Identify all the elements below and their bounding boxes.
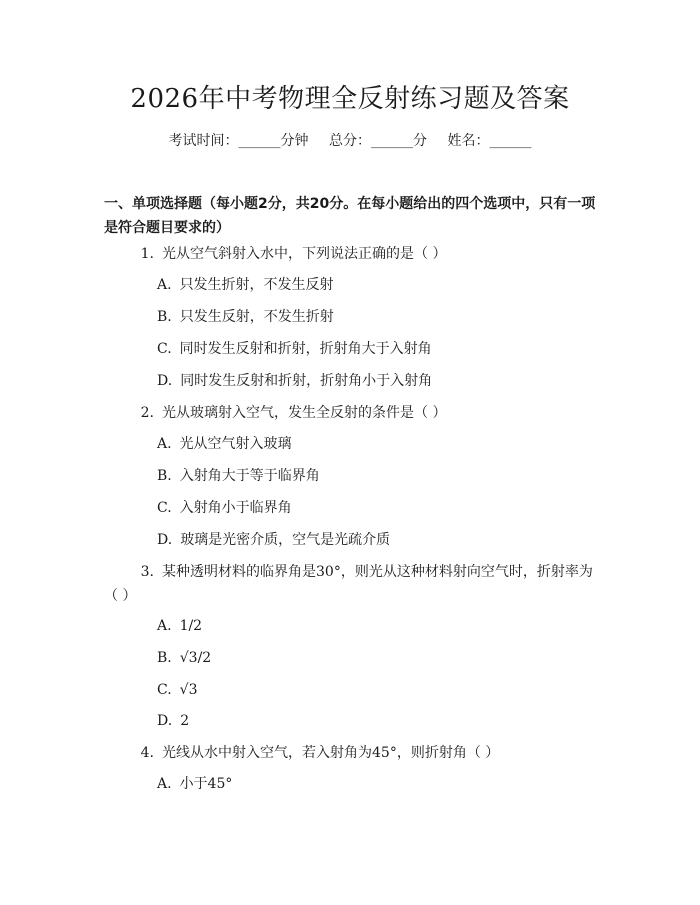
question-3-option-b [157,646,577,670]
exam-info [0,130,700,150]
question-2 [104,401,604,425]
option-label: A. [157,277,172,293]
option-text: √3/2 [179,650,212,666]
question-text: 光线从水中射入空气，若入射角为45°，则折射角（ ） [162,745,500,761]
option-text: 只发生折射，不发生反射 [179,277,334,293]
question-3-option-c [157,678,577,702]
option-label: C. [157,500,172,516]
question-3-option-a [157,614,577,638]
option-label: B. [157,468,172,484]
section-heading: 一、单项选择题（每小题2分，共20分。在每小题给出的四个选项中，只有一项是符合题目要求的） [104,196,596,236]
option-text: 入射角小于临界角 [179,500,292,516]
option-text: √3 [179,682,198,698]
option-label: D. [157,373,173,389]
question-1-option-d [157,369,577,393]
option-label: D. [157,713,173,729]
question-2-option-b [157,464,577,488]
question-text: 光从空气斜射入水中，下列说法正确的是（ ） [162,246,447,262]
exam-total-score: 总分：______分 [329,133,427,149]
option-text: 入射角大于等于临界角 [179,468,320,484]
page-title: 2026年中考物理全反射练习题及答案 [130,84,570,114]
option-label: C. [157,341,172,357]
question-number: 1. [140,246,154,262]
question-1-option-a [157,273,577,297]
question-1 [104,242,604,266]
option-text: 1/2 [179,618,203,634]
option-text: 小于45° [179,776,233,792]
option-label: B. [157,309,172,325]
exam-time: 考试时间：______分钟 [168,133,309,149]
question-4-option-a [157,772,577,796]
question-1-option-b [157,305,577,329]
option-text: 同时发生反射和折射，折射角大于入射角 [179,341,432,357]
option-label: A. [157,776,172,792]
question-number: 2. [140,405,154,421]
option-label: A. [157,618,172,634]
question-text: 光从玻璃射入空气，发生全反射的条件是（ ） [162,405,447,421]
question-2-option-a [157,432,577,456]
student-name: 姓名：______ [447,133,532,149]
question-2-option-c [157,496,577,520]
option-label: B. [157,650,172,666]
question-2-option-d [157,528,577,552]
question-4 [104,741,604,765]
option-text: 只发生反射，不发生折射 [179,309,334,325]
question-number: 4. [140,745,154,761]
question-3-option-d [157,709,577,733]
question-1-option-c [157,337,577,361]
option-label: D. [157,532,173,548]
question-number: 3. [140,564,154,580]
question-3 [104,560,604,608]
option-label: A. [157,436,172,452]
option-label: C. [157,682,172,698]
option-text: 2 [180,713,190,729]
option-text: 光从空气射入玻璃 [179,436,292,452]
option-text: 玻璃是光密介质，空气是光疏介质 [180,532,391,548]
option-text: 同时发生反射和折射，折射角小于入射角 [180,373,433,389]
question-text: 某种透明材料的临界角是30°，则光从这种材料射向空气时，折射率为（ ） [104,564,593,604]
